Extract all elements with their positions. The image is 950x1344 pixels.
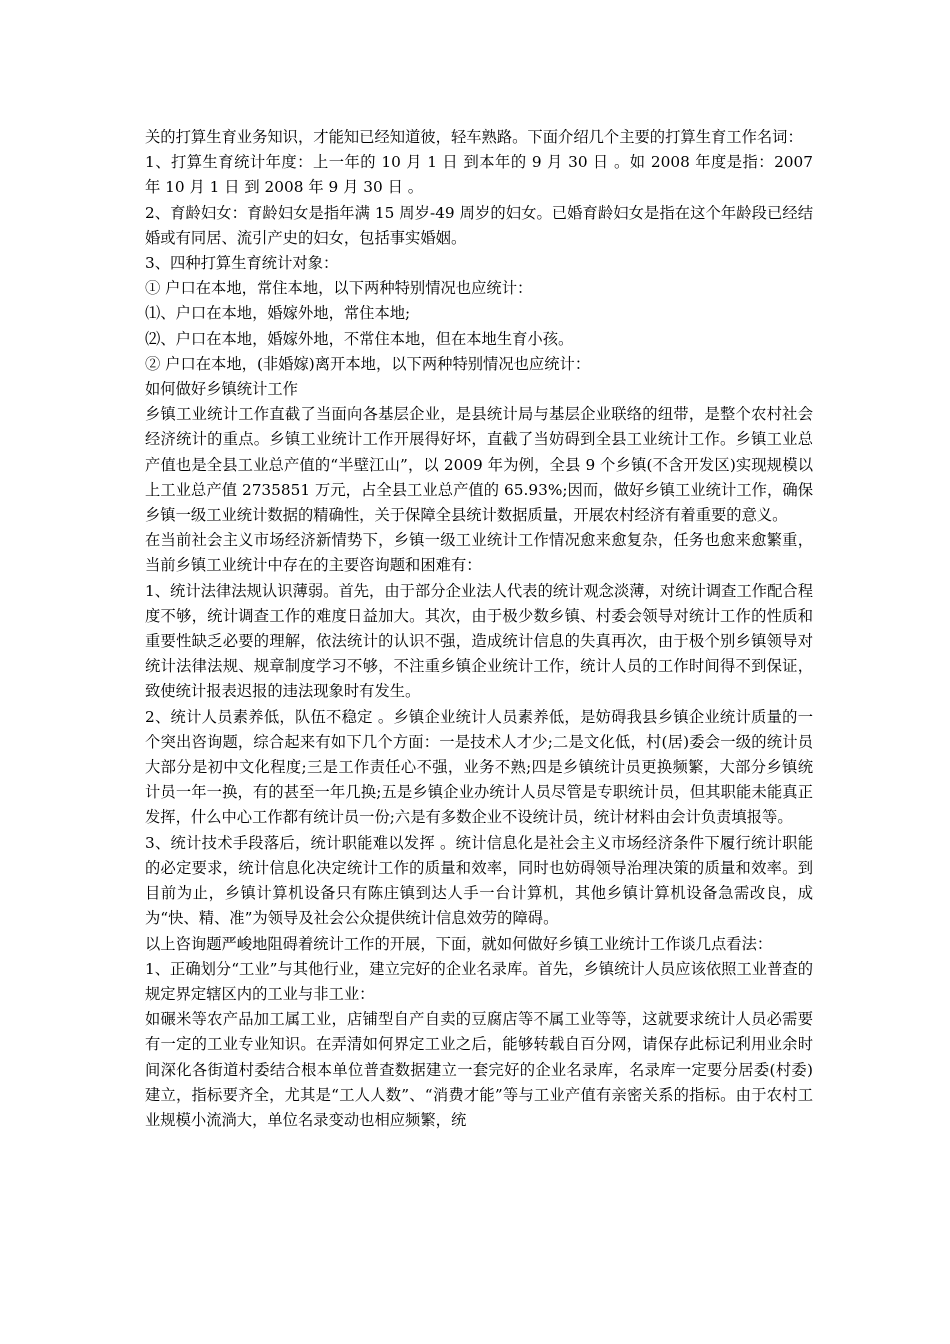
section-heading: 如何做好乡镇统计工作	[145, 380, 298, 399]
paragraph-15: 以上咨询题严峻地阻碍着统计工作的开展，下面，就如何做好乡镇工业统计工作谈几点看法：	[145, 934, 773, 953]
paragraph-3: 2、育龄妇女：育龄妇女是指年满 15 周岁-49 周岁的妇女。已婚育龄妇女是指在这个年龄段已经结婚或有同居、流引产史的妇女，包括事实婚姻。	[145, 203, 813, 247]
document-page	[145, 125, 813, 1133]
paragraph-16: 1、正确划分“工业”与其他行业，建立完好的企业名录库。首先，乡镇统计人员应该依照工业普查的规定界定辖区内的工业与非工业：	[145, 959, 813, 1003]
paragraph-13: 2、统计人员素养低，队伍不稳定 。乡镇企业统计人员素养低，是妨碍我县乡镇企业统计质量的一个突出咨询题，综合起来有如下几个方面：一是技术人才少;二是文化低，村(居)委会一级的统计员大部分是初中文化程度;三是工作责任心不强，业务不熟;四是乡镇统计员更换频繁，大部分乡镇统计员一年一换，有的甚至一年几换;五是乡镇企业办统计人员尽管是专职统计员，但其职能未能真正发挥，什么中心工作都有统计员一份;六是有多数企业不设统计员，统计材料由会计负责填报等。	[145, 707, 813, 827]
paragraph-14: 3、统计技术手段落后，统计职能难以发挥 。统计信息化是社会主义市场经济条件下履行统计职能的必定要求，统计信息化决定统计工作的质量和效率，同时也妨碍领导治理决策的质量和效率。到目前为止，乡镇计算机设备只有陈庄镇到达人手一台计算机，其他乡镇计算机设备急需改良，成为“快、精、准”为领导及社会公众提供统计信息效劳的障碍。	[145, 833, 813, 928]
paragraph-11: 在当前社会主义市场经济新情势下，乡镇一级工业统计工作情况愈来愈复杂，任务也愈来愈繁重，当前乡镇工业统计中存在的主要咨询题和困难有：	[145, 531, 813, 575]
paragraph-17: 如碾米等农产品加工属工业，店铺型自产自卖的豆腐店等不属工业等等，这就要求统计人员必需要有一定的工业专业知识。在弄清如何界定工业之后，能够转载自百分网，请保存此标记利用业余时间深化各街道村委结合根本单位普查数据建立一套完好的企业名录库，名录库一定要分居委(村委)建立，指标要齐全，尤其是“工人人数”、“消费才能”等与工业产值有亲密关系的指标。由于农村工业规模小流淌大，单位名录变动也相应频繁，统	[145, 1010, 813, 1129]
paragraph-6: ⑴、户口在本地，婚嫁外地，常住本地;	[145, 304, 411, 323]
paragraph-7: ⑵、户口在本地，婚嫁外地，不常住本地，但在本地生育小孩。	[145, 329, 574, 348]
paragraph-10: 乡镇工业统计工作直截了当面向各基层企业，是县统计局与基层企业联络的纽带，是整个农村社会经济统计的重点。乡镇工业统计工作开展得好坏，直截了当妨碍到全县工业统计工作。乡镇工业总产值也是全县工业总产值的“半壁江山”，以 2009 年为例，全县 9 个乡镇(不含开发区)实现规模以上工业总产值 2735851 万元，占全县工业总产值的 65.93%;因而，做好乡镇工业统计工作，确保乡镇一级工业统计数据的精确性，关于保障全县统计数据质量，开展农村经济有着重要的意义。	[145, 405, 813, 525]
paragraph-2: 1、打算生育统计年度：上一年的 10 月 1 日 到本年的 9 月 30 日 。如 2008 年度是指：2007 年 10 月 1 日 到 2008 年 9 月 30 日 。	[145, 153, 813, 197]
paragraph-8: ② 户口在本地，(非婚嫁)离开本地，以下两种特别情况也应统计：	[145, 354, 591, 373]
paragraph-4: 3、四种打算生育统计对象：	[145, 254, 339, 273]
paragraph-5: ① 户口在本地，常住本地，以下两种特别情况也应统计：	[145, 279, 533, 298]
paragraph-12: 1、统计法律法规认识薄弱。首先，由于部分企业法人代表的统计观念淡薄，对统计调查工作配合程度不够，统计调查工作的难度日益加大。其次，由于极少数乡镇、村委会领导对统计工作的性质和重要性缺乏必要的理解，依法统计的认识不强，造成统计信息的失真再次，由于极个别乡镇领导对统计法律法规、规章制度学习不够，不注重乡镇企业统计工作，统计人员的工作时间得不到保证，致使统计报表迟报的违法现象时有发生。	[145, 581, 813, 701]
paragraph-1: 关的打算生育业务知识，才能知已经知道彼，轻车熟路。下面介绍几个主要的打算生育工作名词：	[145, 128, 803, 146]
